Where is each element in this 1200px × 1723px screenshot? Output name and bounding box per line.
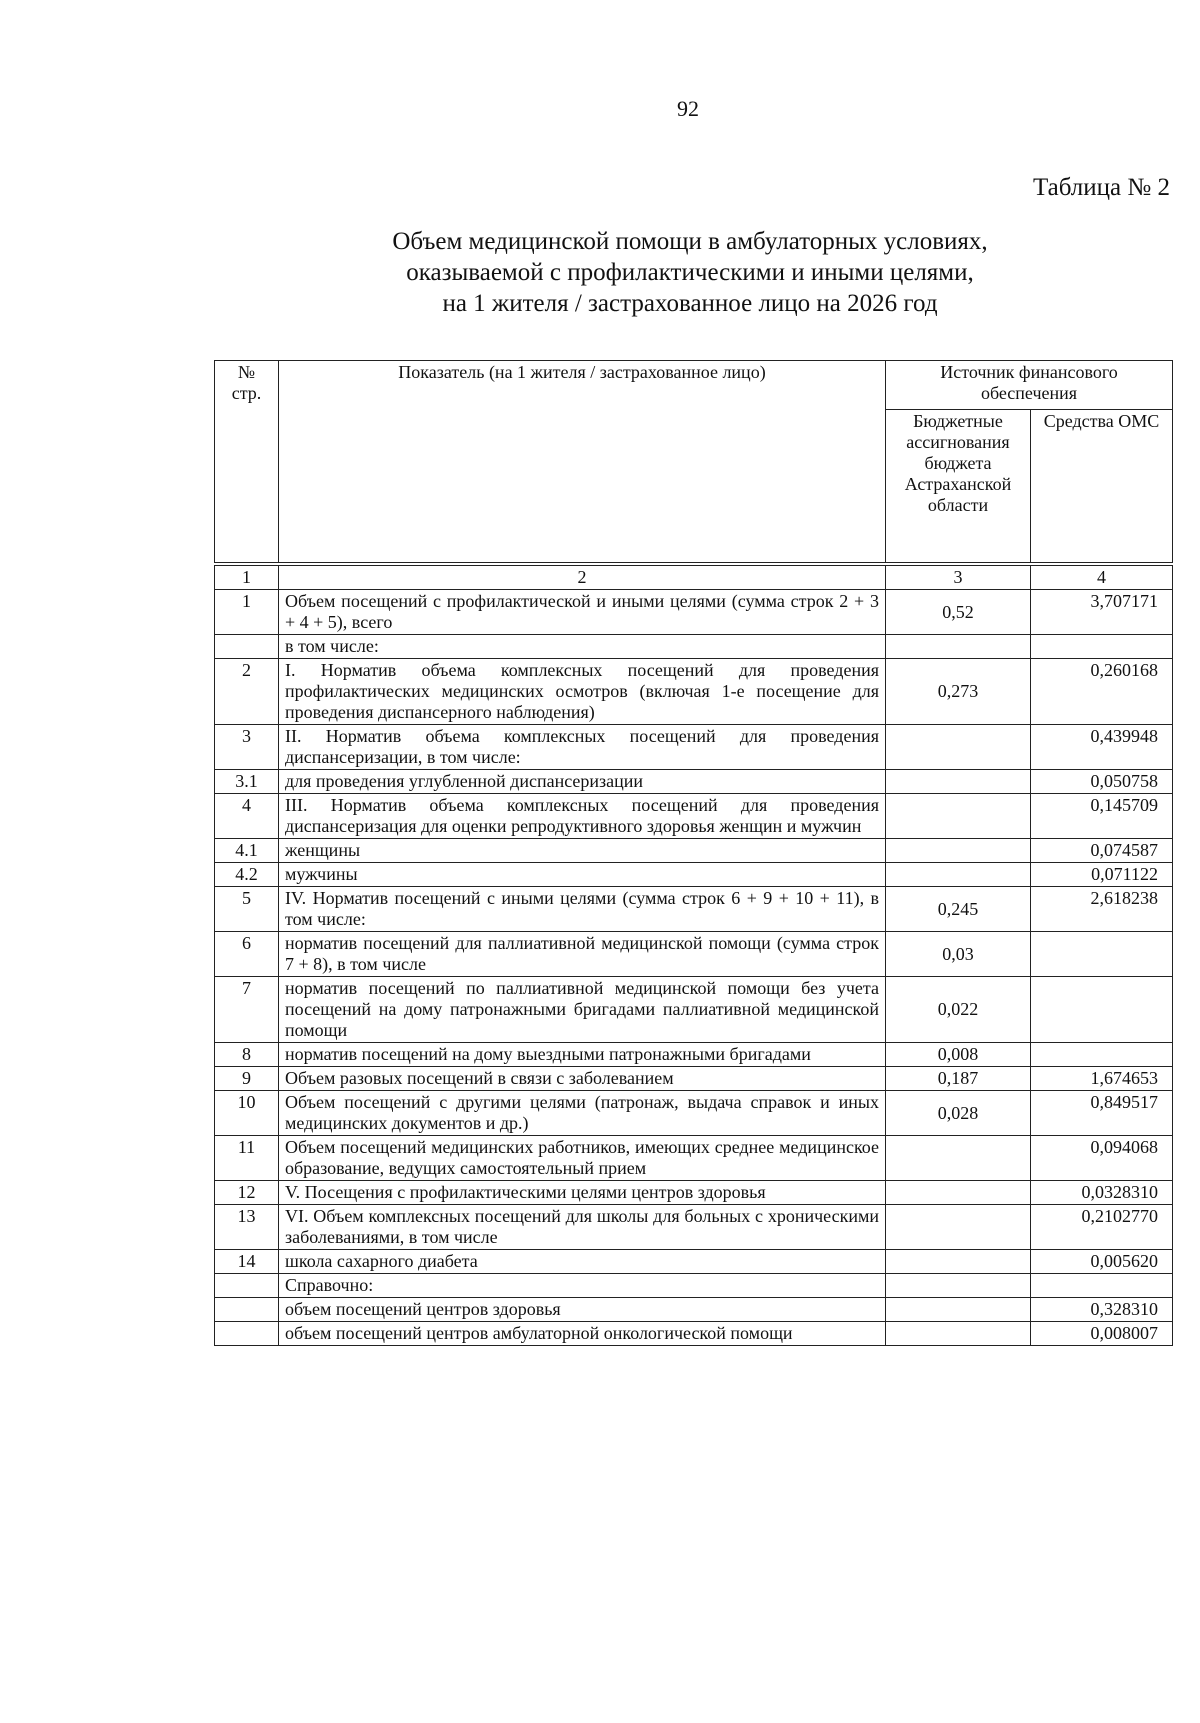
title-line: оказываемой с профилактическими и иными целями, xyxy=(406,259,974,286)
row-oms-value xyxy=(1031,977,1173,1043)
row-oms-value: 0,2102770 xyxy=(1031,1205,1173,1250)
row-number: 4.1 xyxy=(215,839,279,863)
row-label: V. Посещения с профилактическими целями центров здоровья xyxy=(279,1181,886,1205)
row-budget-value: 0,03 xyxy=(886,932,1031,977)
row-label: объем посещений центров амбулаторной онкологической помощи xyxy=(279,1322,886,1346)
document-title xyxy=(300,226,1080,319)
row-number: 4.2 xyxy=(215,863,279,887)
row-label: VI. Объем комплексных посещений для школы для больных с хроническими заболеваниями, в том числе xyxy=(279,1205,886,1250)
row-label: III. Норматив объема комплексных посещений для проведения диспансеризация для оценки репродуктивного здоровья женщин и мужчин xyxy=(279,794,886,839)
table-row xyxy=(215,1274,1173,1298)
row-budget-value xyxy=(886,1136,1031,1181)
title-line: Объем медицинской помощи в амбулаторных условиях, xyxy=(392,228,988,255)
column-number-row xyxy=(215,564,1173,590)
row-number: 4 xyxy=(215,794,279,839)
row-oms-value xyxy=(1031,1043,1173,1067)
table-row xyxy=(215,1067,1173,1091)
row-oms-value: 0,260168 xyxy=(1031,659,1173,725)
row-oms-value: 0,074587 xyxy=(1031,839,1173,863)
table-row xyxy=(215,932,1173,977)
row-budget-value xyxy=(886,1274,1031,1298)
column-number: 3 xyxy=(886,564,1031,590)
table-header-row xyxy=(215,361,1173,410)
row-oms-value xyxy=(1031,932,1173,977)
row-number: 1 xyxy=(215,590,279,635)
table-row xyxy=(215,1205,1173,1250)
row-budget-value xyxy=(886,794,1031,839)
row-label: для проведения углубленной диспансеризации xyxy=(279,770,886,794)
row-oms-value: 0,008007 xyxy=(1031,1322,1173,1346)
row-oms-value: 2,618238 xyxy=(1031,887,1173,932)
header-num: № стр. xyxy=(215,361,279,565)
row-budget-value: 0,52 xyxy=(886,590,1031,635)
table-row xyxy=(215,863,1173,887)
table-row xyxy=(215,839,1173,863)
row-budget-value xyxy=(886,863,1031,887)
row-budget-value: 0,245 xyxy=(886,887,1031,932)
row-budget-value xyxy=(886,635,1031,659)
row-oms-value: 0,328310 xyxy=(1031,1298,1173,1322)
table-row xyxy=(215,1298,1173,1322)
table-row xyxy=(215,1043,1173,1067)
table-row xyxy=(215,887,1173,932)
column-number: 4 xyxy=(1031,564,1173,590)
row-label: Объем посещений с другими целями (патронаж, выдача справок и иных медицинских документов и др.) xyxy=(279,1091,886,1136)
header-indicator: Показатель (на 1 жителя / застрахованное лицо) xyxy=(279,361,886,565)
column-number: 2 xyxy=(279,564,886,590)
row-label: Справочно: xyxy=(279,1274,886,1298)
table-row xyxy=(215,977,1173,1043)
header-budget: Бюджетные ассигнования бюджета Астраханской области xyxy=(886,410,1031,565)
table-row xyxy=(215,659,1173,725)
row-label: I. Норматив объема комплексных посещений для проведения профилактических медицинских осмотров (включая 1-е посещение для проведения диспансерного наблюдения) xyxy=(279,659,886,725)
row-label: мужчины xyxy=(279,863,886,887)
header-oms: Средства ОМС xyxy=(1031,410,1173,565)
row-oms-value xyxy=(1031,635,1173,659)
row-number: 6 xyxy=(215,932,279,977)
row-number: 13 xyxy=(215,1205,279,1250)
row-oms-value: 0,0328310 xyxy=(1031,1181,1173,1205)
row-oms-value xyxy=(1031,1274,1173,1298)
row-oms-value: 0,849517 xyxy=(1031,1091,1173,1136)
table-row xyxy=(215,1250,1173,1274)
table-row xyxy=(215,1322,1173,1346)
table-row xyxy=(215,770,1173,794)
row-label: норматив посещений для паллиативной медицинской помощи (сумма строк 7 + 8), в том числе xyxy=(279,932,886,977)
table-label: Таблица № 2 xyxy=(1032,174,1170,201)
row-budget-value xyxy=(886,1298,1031,1322)
row-budget-value: 0,008 xyxy=(886,1043,1031,1067)
row-label: IV. Норматив посещений с иными целями (сумма строк 6 + 9 + 10 + 11), в том числе: xyxy=(279,887,886,932)
row-oms-value: 1,674653 xyxy=(1031,1067,1173,1091)
row-number: 5 xyxy=(215,887,279,932)
row-number: 9 xyxy=(215,1067,279,1091)
row-number xyxy=(215,1298,279,1322)
row-number xyxy=(215,1274,279,1298)
row-budget-value: 0,273 xyxy=(886,659,1031,725)
row-label: норматив посещений на дому выездными патронажными бригадами xyxy=(279,1043,886,1067)
row-label: в том числе: xyxy=(279,635,886,659)
row-budget-value: 0,028 xyxy=(886,1091,1031,1136)
row-number: 10 xyxy=(215,1091,279,1136)
row-number: 14 xyxy=(215,1250,279,1274)
row-budget-value: 0,187 xyxy=(886,1067,1031,1091)
row-oms-value: 0,005620 xyxy=(1031,1250,1173,1274)
row-budget-value xyxy=(886,1181,1031,1205)
row-number: 8 xyxy=(215,1043,279,1067)
volume-table xyxy=(214,360,1173,1346)
table-row xyxy=(215,725,1173,770)
row-label: школа сахарного диабета xyxy=(279,1250,886,1274)
table-row xyxy=(215,590,1173,635)
row-oms-value: 0,439948 xyxy=(1031,725,1173,770)
row-budget-value xyxy=(886,1205,1031,1250)
header-source-group: Источник финансового обеспечения xyxy=(886,361,1173,410)
row-label: Объем посещений с профилактической и иными целями (сумма строк 2 + 3 + 4 + 5), всего xyxy=(279,590,886,635)
row-oms-value: 0,071122 xyxy=(1031,863,1173,887)
row-oms-value: 0,094068 xyxy=(1031,1136,1173,1181)
row-budget-value xyxy=(886,1322,1031,1346)
row-number xyxy=(215,635,279,659)
row-number xyxy=(215,1322,279,1346)
row-oms-value: 0,145709 xyxy=(1031,794,1173,839)
row-oms-value: 0,050758 xyxy=(1031,770,1173,794)
table-row xyxy=(215,635,1173,659)
row-number: 3 xyxy=(215,725,279,770)
table-row xyxy=(215,1091,1173,1136)
row-budget-value: 0,022 xyxy=(886,977,1031,1043)
row-budget-value xyxy=(886,725,1031,770)
row-oms-value: 3,707171 xyxy=(1031,590,1173,635)
row-number: 11 xyxy=(215,1136,279,1181)
table-row xyxy=(215,1136,1173,1181)
row-label: женщины xyxy=(279,839,886,863)
row-budget-value xyxy=(886,839,1031,863)
row-label: норматив посещений по паллиативной медицинской помощи без учета посещений на дому патронажными бригадами паллиативной медицинской помощи xyxy=(279,977,886,1043)
column-number: 1 xyxy=(215,564,279,590)
row-number: 2 xyxy=(215,659,279,725)
row-label: II. Норматив объема комплексных посещений для проведения диспансеризации, в том числе: xyxy=(279,725,886,770)
page-number: 92 xyxy=(677,96,699,121)
title-line: на 1 жителя / застрахованное лицо на 2026 год xyxy=(442,290,938,317)
row-number: 7 xyxy=(215,977,279,1043)
row-label: Объем разовых посещений в связи с заболеванием xyxy=(279,1067,886,1091)
table-row xyxy=(215,1181,1173,1205)
row-budget-value xyxy=(886,1250,1031,1274)
row-number: 3.1 xyxy=(215,770,279,794)
row-number: 12 xyxy=(215,1181,279,1205)
row-label: Объем посещений медицинских работников, имеющих среднее медицинское образование, ведущих самостоятельный прием xyxy=(279,1136,886,1181)
row-budget-value xyxy=(886,770,1031,794)
table-row xyxy=(215,794,1173,839)
row-label: объем посещений центров здоровья xyxy=(279,1298,886,1322)
